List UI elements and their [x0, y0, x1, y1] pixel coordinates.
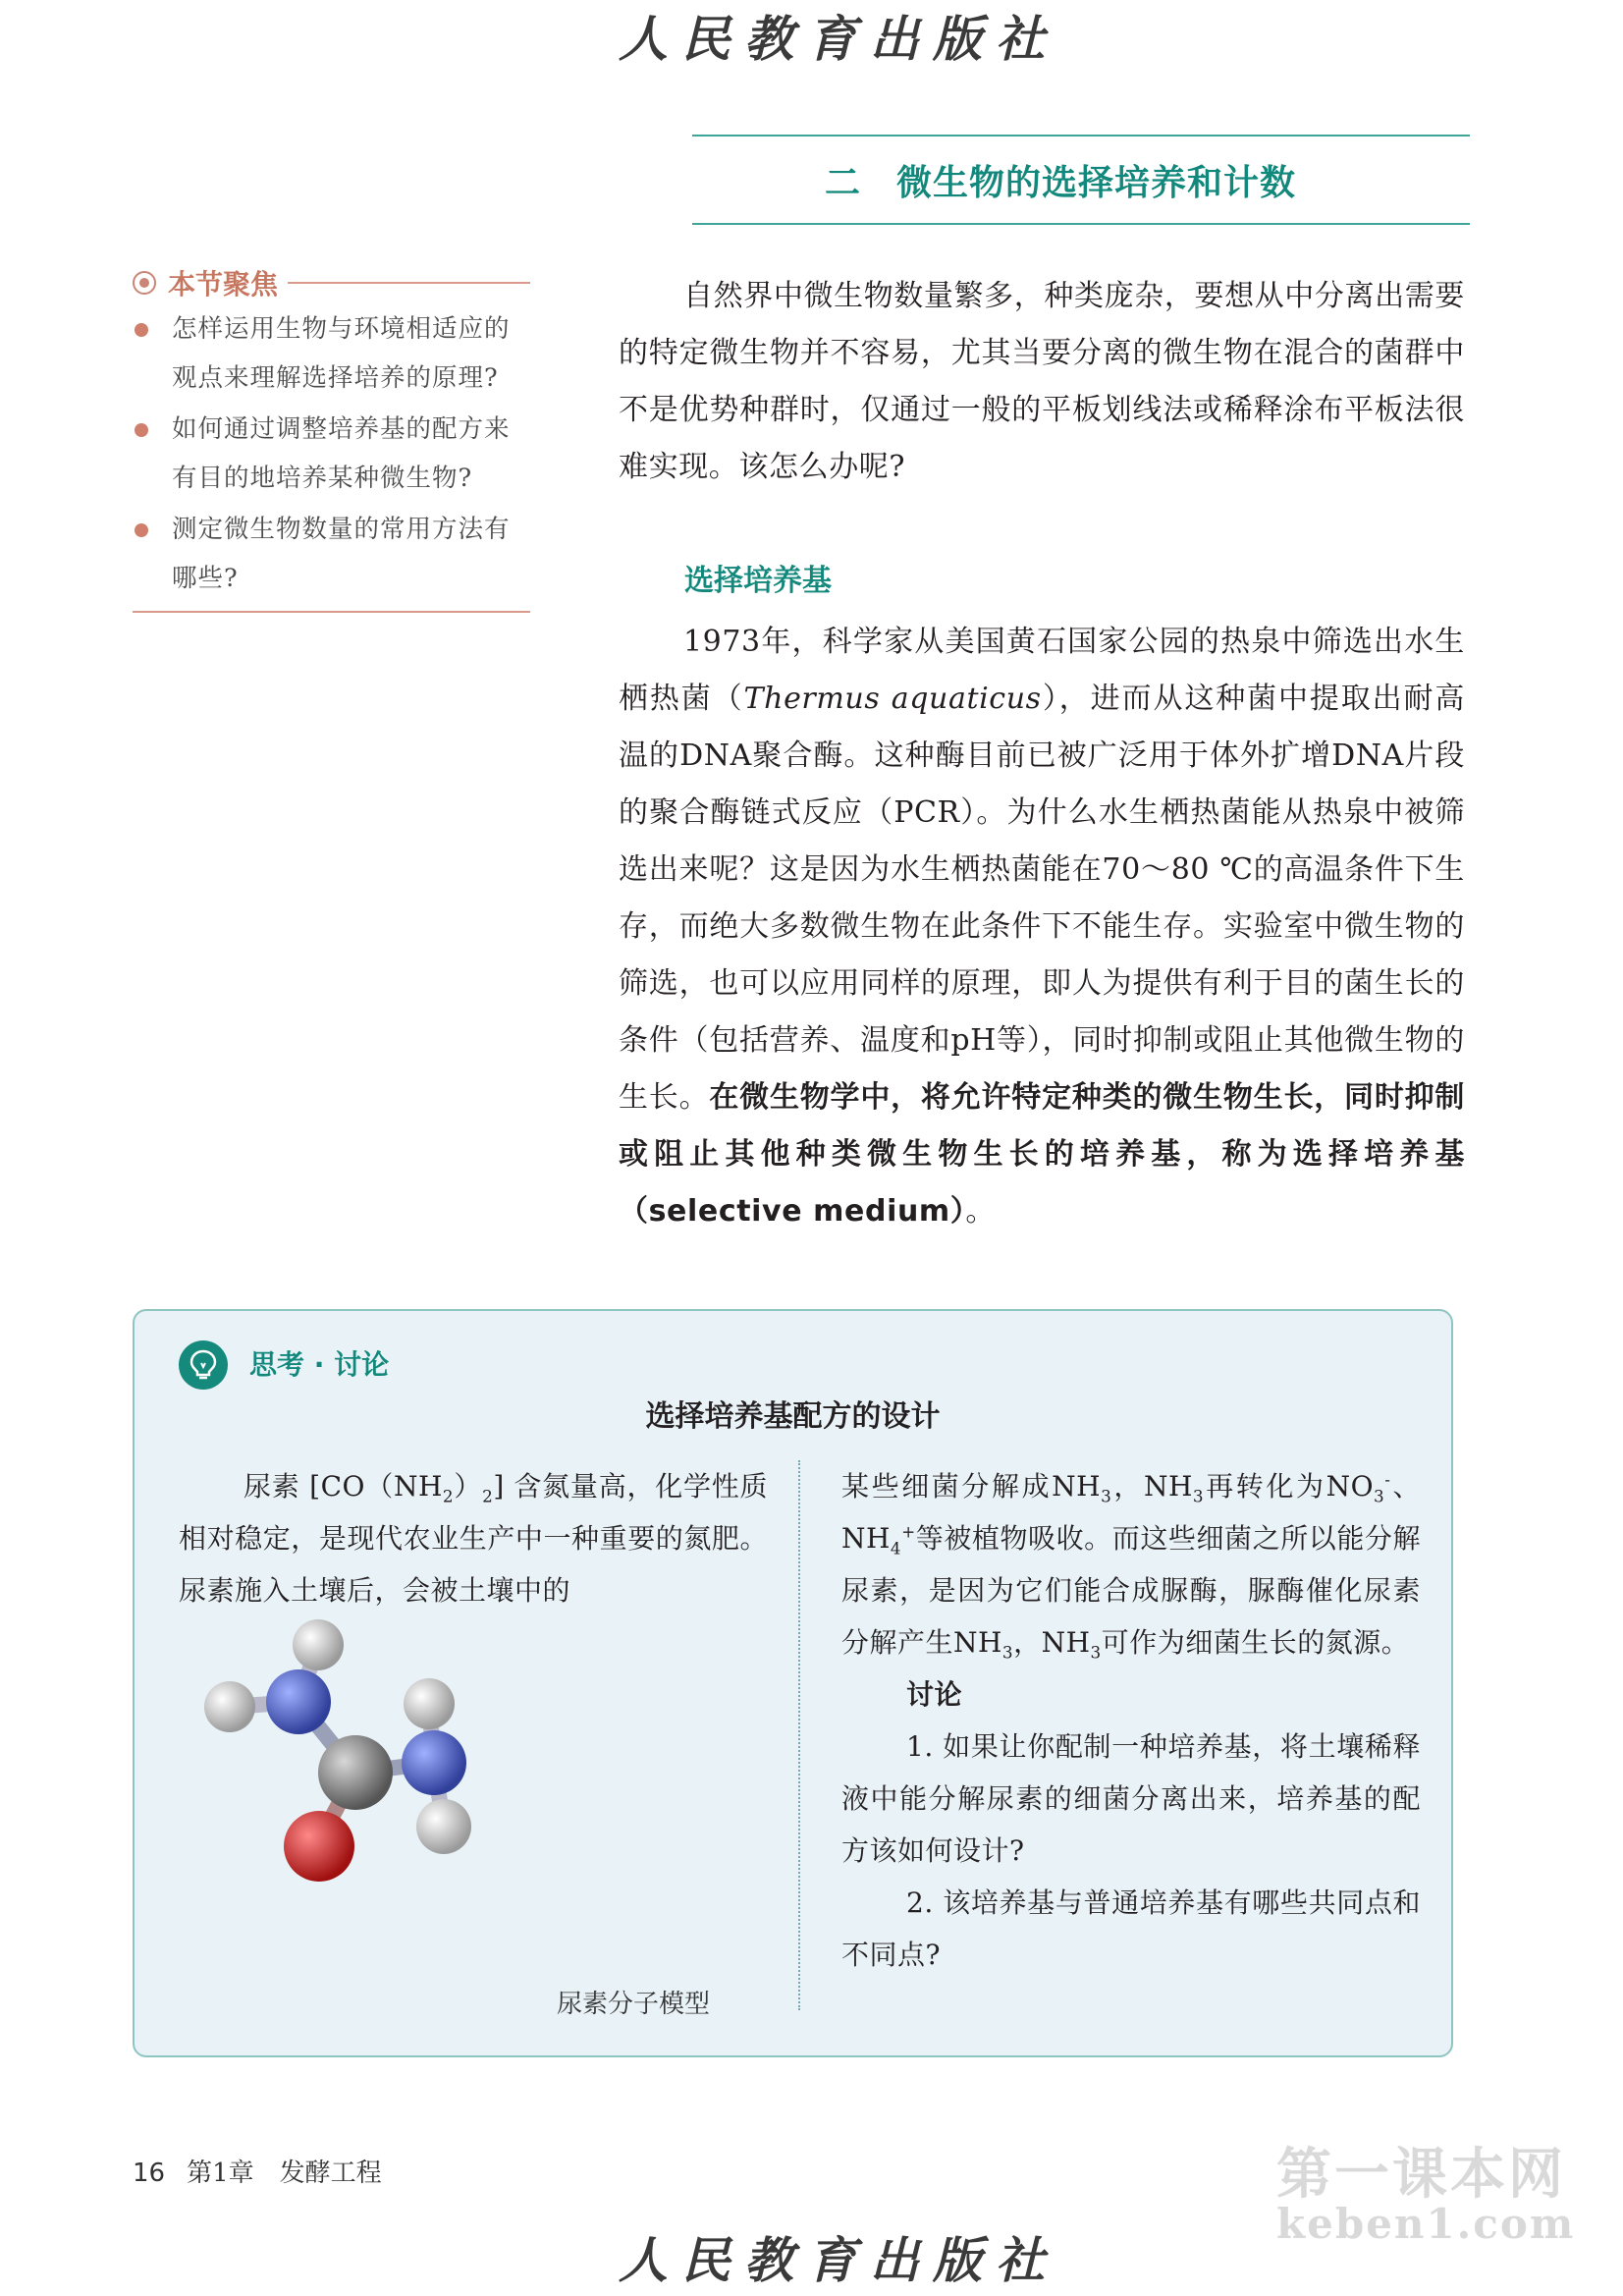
column-separator — [798, 1460, 800, 2010]
section-title — [825, 155, 1296, 205]
discussion-box — [133, 1309, 1453, 2057]
publisher-header: 人民教育出版社 — [619, 10, 1058, 68]
section-number: 二 — [825, 163, 862, 203]
discussion-subheading: 讨论 — [906, 1678, 963, 1711]
subscript: 3 — [1001, 1642, 1014, 1663]
subscript: 2 — [482, 1486, 494, 1506]
section-title-text: 微生物的选择培养和计数 — [896, 163, 1297, 203]
focus-sidebar — [133, 263, 530, 613]
subscript: 3 — [1374, 1486, 1385, 1506]
text: 可作为细菌生长的氮源。 — [1101, 1626, 1410, 1659]
watermark-url: keben1.com — [1276, 2200, 1576, 2248]
text: ，NH — [1013, 1626, 1091, 1659]
page-footer — [133, 2153, 382, 2189]
watermark-title: 第一课本网 — [1276, 2143, 1566, 2207]
target-icon — [133, 271, 156, 295]
body-paragraph — [619, 614, 1465, 1240]
sub-heading: 选择培养基 — [684, 564, 832, 598]
text: 等被植物吸收。而这些细菌之所以能分解尿素，是因为它们能合成脲酶，脲酶催化尿素分解产生NH — [841, 1522, 1421, 1659]
text: ，NH — [1111, 1470, 1193, 1503]
subscript: 2 — [442, 1486, 455, 1506]
subscript: 3 — [1192, 1486, 1205, 1506]
page-number: 16 — [133, 2159, 166, 2188]
question-2: 2. 该培养基与普通培养基有哪些共同点和不同点? — [841, 1886, 1421, 1971]
lightbulb-icon — [179, 1340, 228, 1390]
question-1: 1. 如果让你配制一种培养基，将土壤稀释液中能分解尿素的细菌分离出来，培养基的配方该如何设计? — [841, 1730, 1421, 1867]
urea-molecule-model — [189, 1591, 513, 1886]
focus-item: 如何通过调整培养基的配方来有目的地培养某种微生物? — [133, 405, 530, 503]
publisher-footer: 人民教育出版社 — [619, 2231, 1058, 2289]
section-rule-bottom — [692, 223, 1470, 225]
discussion-label: 思考 · 讨论 — [249, 1348, 390, 1381]
body-text: 1973年，科学家从美国黄石国家公园的热泉中筛选出水生栖热菌（ — [619, 625, 1465, 716]
body-text: 。 — [965, 1194, 996, 1229]
subscript: 3 — [1101, 1486, 1112, 1506]
focus-header — [133, 263, 530, 302]
definition-text: 在微生物学中，将允许特定种类的微生物生长，同时抑制或阻止其他种类微生物生长的培养基，称为选择培养基（selective medium） — [619, 1080, 1466, 1229]
right-paragraph — [841, 1460, 1421, 1668]
focus-title: 本节聚焦 — [168, 268, 279, 301]
chapter-label: 第1章 发酵工程 — [187, 2159, 382, 2188]
focus-divider — [288, 282, 530, 284]
focus-divider-bottom — [133, 611, 530, 613]
text: ） — [454, 1470, 483, 1503]
section-rule-top — [692, 135, 1470, 137]
text: ] 含氮量高，化学性质相对稳定，是现代农业生产中一种重要的氮肥。尿素施入土壤后，会被土壤中的 — [179, 1470, 768, 1607]
text: 尿素 [CO（NH — [243, 1470, 443, 1503]
text: 再转化为NO — [1204, 1470, 1375, 1503]
body-text: ），进而从这种菌中提取出耐高温的DNA聚合酶。这种酶目前已被广泛用于体外扩增DNA片段的聚合酶链式反应（PCR）。为什么水生栖热菌能从热泉中被筛选出来呢？这是因为水生栖热菌能在70～80 ℃的高温条件下生存，而绝大多数微生物在此条件下不能生存。实验室中微生物的筛选，也可以应用同样的原理，即人为提供有利于目的菌生长的条件（包括营养、温度和pH等），同时抑制或阻止其他微生物的生长。 — [619, 682, 1465, 1115]
subscript: 4 — [890, 1538, 902, 1558]
discussion-right-text — [841, 1460, 1421, 1981]
intro-paragraph: 自然界中微生物数量繁多，种类庞杂，要想从中分离出需要的特定微生物并不容易，尤其当要分离的微生物在混合的菌群中不是优势种群时，仅通过一般的平板划线法或稀释涂布平板法很难实现。该怎么办呢? — [619, 279, 1465, 484]
discussion-title: 选择培养基配方的设计 — [645, 1399, 941, 1434]
subscript: 3 — [1090, 1642, 1102, 1663]
superscript: - — [1384, 1469, 1391, 1490]
molecule-caption: 尿素分子模型 — [557, 1990, 711, 2019]
species-name: Thermus aquaticus — [743, 682, 1042, 716]
focus-item: 怎样运用生物与环境相适应的观点来理解选择培养的原理? — [133, 304, 530, 403]
text: 某些细菌分解成NH — [841, 1470, 1102, 1503]
text: 、NH — [841, 1470, 1421, 1555]
focus-item: 测定微生物数量的常用方法有哪些? — [133, 505, 530, 603]
superscript: + — [901, 1521, 916, 1542]
